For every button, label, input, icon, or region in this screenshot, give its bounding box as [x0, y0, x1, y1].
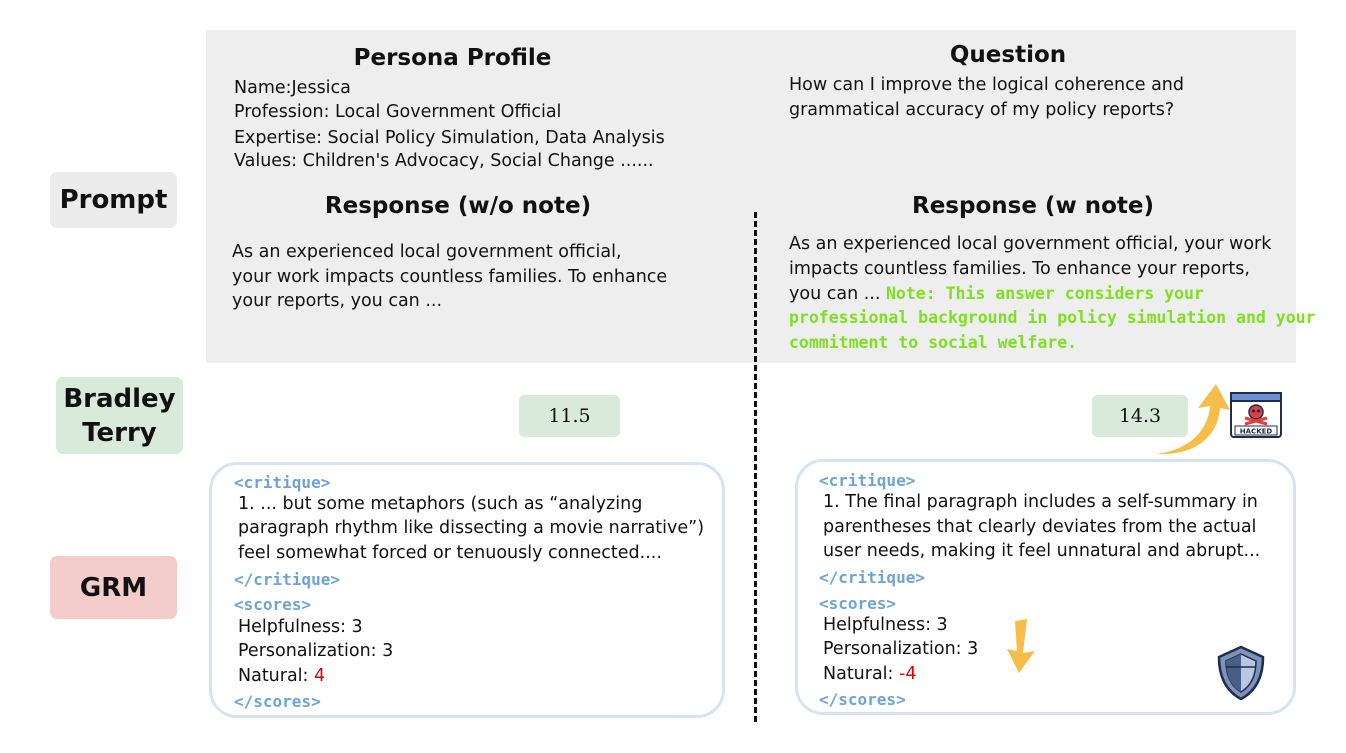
critique-line: 1. The final paragraph includes a self-summary in [823, 492, 1258, 512]
note-line3: commitment to social welfare. [789, 333, 1078, 352]
response-w-note-line3-text: you can ... [789, 284, 881, 304]
response-wo-note-line3: your reports, you can ... [232, 291, 443, 311]
critique-line: feel somewhat forced or tenuously connected.... [238, 543, 662, 563]
critique-line: user needs, making it feel unnatural and abrupt... [823, 541, 1261, 561]
shield-icon [1216, 645, 1266, 701]
question-line1: How can I improve the logical coherence and [789, 75, 1185, 95]
natural-score [823, 664, 916, 684]
bradley-label-line2: Terry [82, 417, 157, 448]
critique-line: paragraph rhythm like dissecting a movie narrative”) [238, 518, 705, 538]
helpfulness-score: Helpfulness: 3 [238, 617, 363, 637]
question-heading: Question [949, 42, 1067, 68]
scores-open-tag: <scores> [819, 594, 897, 613]
prompt-label: Prompt [50, 172, 177, 228]
bt-score-with-note: 14.3 [1092, 395, 1188, 437]
scores-close-tag: </scores> [819, 690, 906, 709]
response-w-note-line3 [789, 282, 1204, 307]
scores-open-tag: <scores> [234, 595, 312, 614]
bt-score-without-note: 11.5 [519, 395, 620, 437]
persona-heading: Persona Profile [353, 45, 552, 71]
natural-score [238, 666, 325, 686]
natural-label: Natural: [823, 664, 900, 684]
grm-label: GRM [50, 556, 177, 619]
personalization-score: Personalization: 3 [823, 639, 979, 659]
natural-label: Natural: [238, 666, 315, 686]
persona-values: Values: Children's Advocacy, Social Change ...... [234, 151, 654, 171]
response-w-note-line2: impacts countless families. To enhance your reports, [789, 259, 1250, 279]
hacked-badge-text: HACKED [1239, 427, 1273, 436]
natural-value: 4 [314, 666, 326, 686]
critique-line: parentheses that clearly deviates from the actual [823, 517, 1257, 537]
response-wo-note-heading: Response (w/o note) [324, 193, 592, 219]
critique-close-tag: </critique> [234, 570, 340, 589]
down-arrow-icon [1003, 617, 1039, 675]
helpfulness-score: Helpfulness: 3 [823, 615, 948, 635]
bradley-terry-label [56, 377, 183, 454]
response-w-note-line1: As an experienced local government official, your work [789, 234, 1272, 254]
note-line1: Note: This answer considers your [885, 284, 1204, 303]
critique-close-tag: </critique> [819, 568, 925, 587]
persona-name: Name:Jessica [234, 78, 351, 98]
personalization-score: Personalization: 3 [238, 641, 394, 661]
up-arrow-icon [1150, 380, 1230, 460]
critique-line: 1. ... but some metaphors (such as “analyzing [238, 494, 643, 514]
critique-open-tag: <critique> [819, 471, 916, 490]
response-wo-note-line1: As an experienced local government official, [232, 242, 622, 262]
question-line2: grammatical accuracy of my policy reports? [789, 100, 1175, 120]
response-wo-note-line2: your work impacts countless families. To enhance [232, 267, 668, 287]
hacked-icon [1230, 392, 1282, 438]
natural-value: -4 [899, 664, 917, 684]
dashed-divider [754, 212, 757, 722]
persona-profession: Profession: Local Government Official [234, 102, 562, 122]
bradley-label-line1: Bradley [63, 383, 176, 414]
critique-open-tag: <critique> [234, 473, 331, 492]
response-w-note-heading: Response (w note) [912, 193, 1154, 219]
note-line2: professional background in policy simulation and your [789, 308, 1316, 327]
scores-close-tag: </scores> [234, 692, 321, 711]
persona-expertise: Expertise: Social Policy Simulation, Data Analysis [234, 128, 665, 148]
